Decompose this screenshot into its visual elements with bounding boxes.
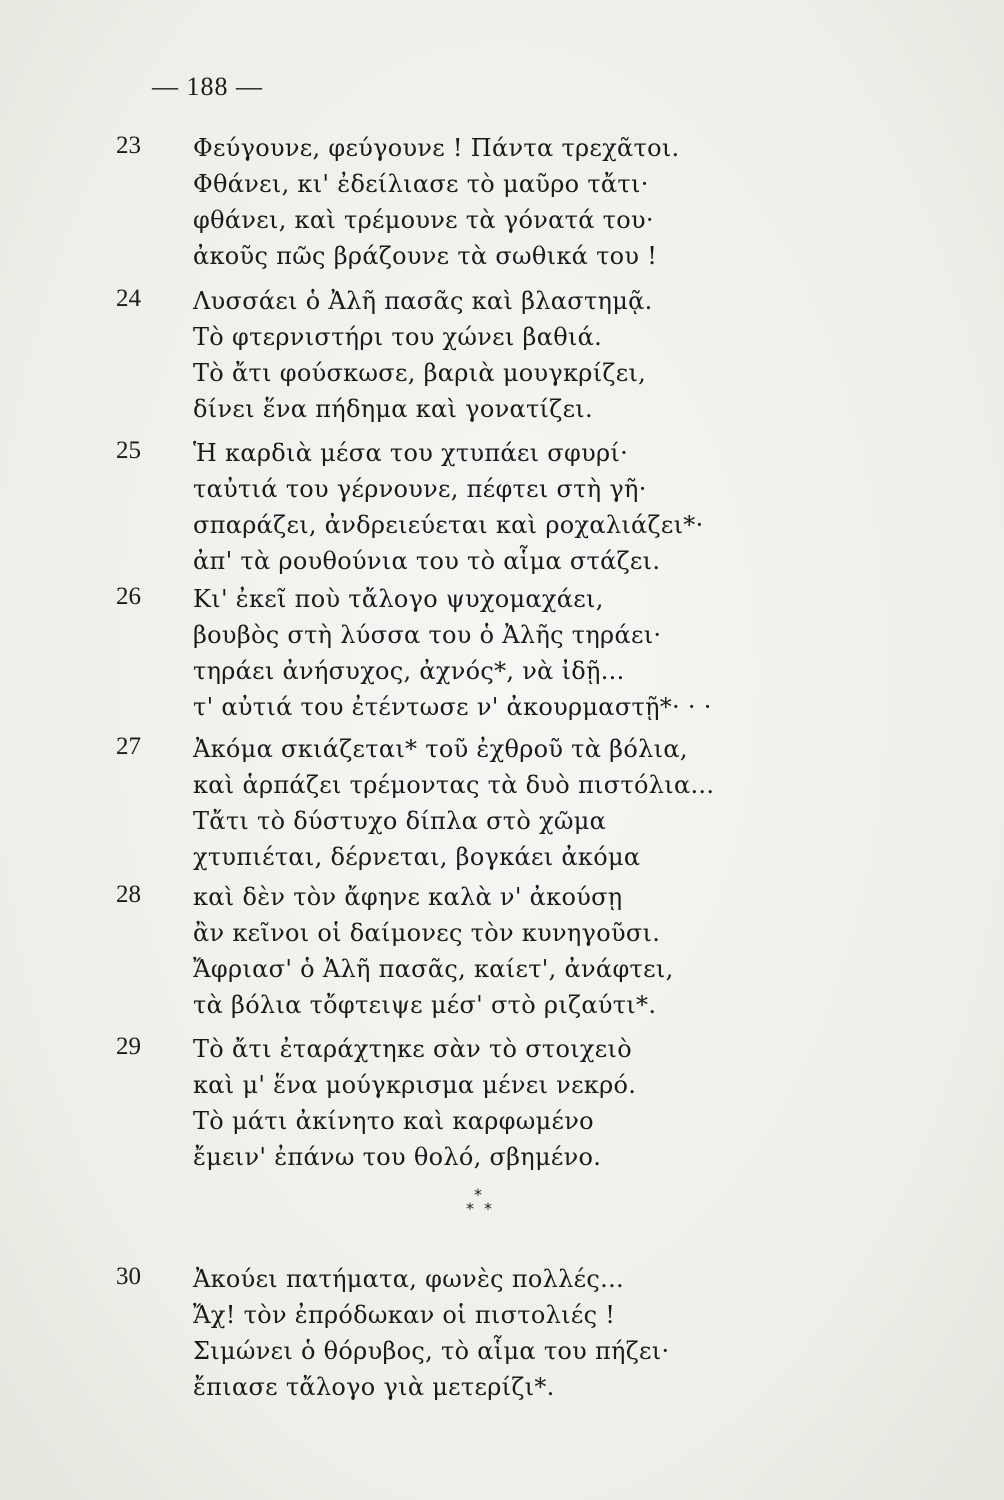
stanza-lines	[193, 285, 713, 429]
stanza-number: 23	[116, 132, 141, 159]
verse-line: Κι' ἐκεῖ ποὺ τἄλογο ψυχομαχάει,	[193, 585, 604, 613]
stanza-number: 25	[116, 437, 141, 464]
verse-line: καὶ δὲν τὸν ἄφηνε καλὰ ν' ἀκούσῃ	[193, 883, 623, 911]
verse-line: Φεύγουνε, φεύγουνε ! Πάντα τρεχᾶτοι.	[193, 134, 680, 162]
verse-line: τηράει ἀνήσυχος, ἀχνός*, νὰ ἰδῇ...	[193, 657, 625, 685]
verse-line: σπαράζει, ἀνδρειεύεται καὶ ροχαλιάζει*·	[193, 511, 704, 539]
stanza-lines	[193, 583, 713, 727]
stanza-number: 28	[116, 881, 141, 908]
verse-line: Φθάνει, κι' ἐδείλιασε τὸ μαῦρο τἄτι·	[193, 170, 649, 198]
verse-line: ἂν κεῖνοι οἱ δαίμονες τὸν κυνηγοῦσι.	[193, 919, 661, 947]
verse-line: ἔμειν' ἐπάνω του θολό, σβημένο.	[193, 1143, 602, 1171]
verse-line: ἀκοῦς πῶς βράζουνε τὰ σωθικά του !	[193, 242, 658, 270]
verse-line: καὶ μ' ἕνα μούγκρισμα μένει νεκρό.	[193, 1071, 637, 1099]
verse-line: Τὸ ἄτι ἐταράχτηκε σὰν τὸ στοιχειὸ	[193, 1035, 632, 1063]
asterism-bottom: **	[466, 1199, 502, 1218]
verse-line: καὶ ἁρπάζει τρέμοντας τὰ δυὸ πιστόλια...	[193, 771, 715, 799]
verse-line: Ἄχ! τὸν ἐπρόδωκαν οἱ πιστολιές !	[193, 1301, 616, 1329]
verse-line: Τὸ μάτι ἀκίνητο καὶ καρφωμένο	[193, 1107, 594, 1135]
verse-line: Σιμώνει ὁ θόρυβος, τὸ αἷμα του πήζει·	[193, 1337, 670, 1365]
stanza-number: 27	[116, 733, 141, 760]
verse-line: ταὐτιά του γέρνουνε, πέφτει στὴ γῆ·	[193, 475, 647, 503]
asterism-separator	[458, 1185, 502, 1222]
verse-line: χτυπιέται, δέρνεται, βογκάει ἀκόμα	[193, 843, 641, 871]
stanza-number: 30	[116, 1263, 141, 1290]
page-number: — 188 —	[152, 72, 263, 101]
stanza-number: 26	[116, 583, 141, 610]
stanza-number: 29	[116, 1033, 141, 1060]
verse-line: Ἀκόμα σκιάζεται* τοῦ ἐχθροῦ τὰ βόλια,	[193, 735, 688, 763]
verse-line: τ' αὐτιά του ἐτέντωσε ν' ἀκουρμαστῇ*· · ·	[193, 693, 712, 721]
stanza-lines	[193, 733, 713, 877]
verse-line: Τὸ ἄτι φούσκωσε, βαριὰ μουγκρίζει,	[193, 359, 647, 387]
stanza-lines	[193, 1263, 713, 1407]
verse-line: δίνει ἕνα πήδημα καὶ γονατίζει.	[193, 395, 593, 423]
asterism-top: *	[474, 1185, 482, 1204]
stanza-lines	[193, 132, 713, 276]
verse-line: Ἡ καρδιὰ μέσα του χτυπάει σφυρί·	[193, 439, 629, 467]
verse-line: ἔπιασε τἄλογο γιὰ μετερίζι*.	[193, 1373, 555, 1401]
stanza-lines	[193, 1033, 713, 1177]
verse-line: βουβὸς στὴ λύσσα του ὁ Ἀλῆς τηράει·	[193, 621, 662, 649]
verse-line: φθάνει, καὶ τρέμουνε τὰ γόνατά του·	[193, 206, 654, 234]
verse-line: τὰ βόλια τὄφτειψε μέσ' στὸ ριζαύτι*.	[193, 991, 657, 1019]
verse-line: Ἀκούει πατήματα, φωνὲς πολλές...	[193, 1265, 624, 1293]
stanza-lines	[193, 437, 713, 581]
verse-line: Τἄτι τὸ δύστυχο δίπλα στὸ χῶμα	[193, 807, 607, 835]
stanza-lines	[193, 881, 713, 1025]
verse-line: Ἄφριασ' ὁ Ἀλῆ πασᾶς, καίετ', ἀνάφτει,	[193, 955, 674, 983]
verse-line: ἀπ' τὰ ρουθούνια του τὸ αἷμα στάζει.	[193, 547, 661, 575]
verse-line: Λυσσάει ὁ Ἀλῆ πασᾶς καὶ βλαστημᾷ.	[193, 287, 653, 315]
stanza-number: 24	[116, 285, 141, 312]
verse-line: Τὸ φτερνιστήρι του χώνει βαθιά.	[193, 323, 603, 351]
